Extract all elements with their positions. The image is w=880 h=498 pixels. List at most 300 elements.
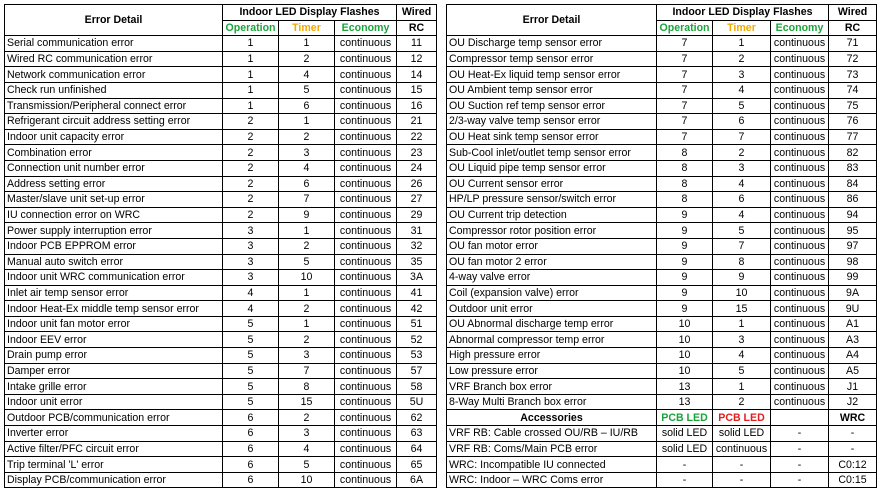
operation-cell: 2: [223, 129, 279, 145]
accessories-header: Accessories: [447, 410, 657, 426]
table-row: [447, 36, 877, 52]
economy-cell: -: [771, 441, 829, 457]
table-row: [5, 254, 437, 270]
table-row: [447, 332, 877, 348]
table-row: [5, 192, 437, 208]
operation-cell: 7: [657, 36, 713, 52]
rc-code-cell: 9U: [829, 301, 877, 317]
timer-cell: 3: [279, 426, 335, 442]
timer-cell: 1: [713, 379, 771, 395]
operation-cell: 10: [657, 316, 713, 332]
error-detail-cell: OU Liquid pipe temp sensor error: [447, 160, 657, 176]
rc-code-cell: 21: [397, 114, 437, 130]
error-detail-cell: 8-Way Multi Branch box error: [447, 394, 657, 410]
economy-cell: continuous: [771, 192, 829, 208]
rc-code-cell: J1: [829, 379, 877, 395]
error-detail-cell: Inverter error: [5, 426, 223, 442]
error-detail-cell: VRF Branch box error: [447, 379, 657, 395]
left-error-table: [4, 4, 437, 488]
economy-cell: continuous: [771, 238, 829, 254]
wrc-code-cell: -: [829, 441, 877, 457]
timer-header: Timer: [713, 20, 771, 36]
error-detail-cell: Intake grille error: [5, 379, 223, 395]
table-row: [447, 160, 877, 176]
timer-cell: 5: [279, 254, 335, 270]
rc-code-cell: 27: [397, 192, 437, 208]
operation-cell: 5: [223, 394, 279, 410]
timer-cell: 1: [279, 114, 335, 130]
indoor-led-header: Indoor LED Display Flashes: [657, 5, 829, 21]
economy-cell: continuous: [335, 332, 397, 348]
rc-code-cell: 15: [397, 82, 437, 98]
timer-cell: 3: [713, 160, 771, 176]
operation-header: Operation: [657, 20, 713, 36]
error-detail-cell: Sub-Cool inlet/outlet temp sensor error: [447, 145, 657, 161]
rc-code-cell: 73: [829, 67, 877, 83]
timer-cell: 3: [713, 67, 771, 83]
economy-cell: continuous: [335, 316, 397, 332]
operation-cell: 1: [223, 82, 279, 98]
error-detail-cell: Indoor Heat-Ex middle temp sensor error: [5, 301, 223, 317]
operation-cell: 2: [223, 160, 279, 176]
wrc-code-cell: -: [829, 426, 877, 442]
rc-code-cell: 35: [397, 254, 437, 270]
economy-cell: continuous: [771, 363, 829, 379]
timer-cell: 8: [279, 379, 335, 395]
table-row: [447, 223, 877, 239]
operation-cell: 2: [223, 145, 279, 161]
wrc-header: WRC: [829, 410, 877, 426]
timer-cell: 4: [279, 441, 335, 457]
pcb-led-red-cell: -: [713, 457, 771, 473]
table-row: [5, 394, 437, 410]
error-detail-cell: Power supply interruption error: [5, 223, 223, 239]
table-row: [447, 348, 877, 364]
timer-cell: 1: [713, 36, 771, 52]
timer-cell: 3: [713, 332, 771, 348]
rc-code-cell: 84: [829, 176, 877, 192]
economy-cell: continuous: [335, 192, 397, 208]
timer-cell: 2: [713, 145, 771, 161]
error-detail-cell: Compressor rotor position error: [447, 223, 657, 239]
error-detail-cell: Transmission/Peripheral connect error: [5, 98, 223, 114]
table-row: [447, 207, 877, 223]
operation-cell: 7: [657, 51, 713, 67]
operation-cell: 9: [657, 254, 713, 270]
timer-cell: 5: [713, 363, 771, 379]
economy-cell: continuous: [771, 129, 829, 145]
operation-cell: 1: [223, 98, 279, 114]
error-detail-cell: OU Current trip detection: [447, 207, 657, 223]
rc-code-cell: 82: [829, 145, 877, 161]
error-detail-cell: Inlet air temp sensor error: [5, 285, 223, 301]
rc-code-cell: 94: [829, 207, 877, 223]
table-row: [447, 426, 877, 442]
table-row: [447, 363, 877, 379]
error-detail-cell: Active filter/PFC circuit error: [5, 441, 223, 457]
error-detail-cell: Combination error: [5, 145, 223, 161]
table-row: [5, 472, 437, 488]
table-row: [447, 192, 877, 208]
timer-cell: 4: [713, 82, 771, 98]
error-detail-cell: High pressure error: [447, 348, 657, 364]
table-row: [5, 82, 437, 98]
rc-code-cell: 57: [397, 363, 437, 379]
operation-cell: 3: [223, 270, 279, 286]
operation-cell: 9: [657, 238, 713, 254]
economy-cell: continuous: [335, 394, 397, 410]
operation-cell: 4: [223, 301, 279, 317]
table-row: [447, 238, 877, 254]
timer-cell: 3: [279, 348, 335, 364]
table-row: [447, 98, 877, 114]
rc-code-cell: 11: [397, 36, 437, 52]
timer-cell: 10: [279, 472, 335, 488]
error-detail-cell: 2/3-way valve temp sensor error: [447, 114, 657, 130]
error-detail-cell: OU fan motor 2 error: [447, 254, 657, 270]
economy-cell: continuous: [335, 270, 397, 286]
rc-code-cell: 12: [397, 51, 437, 67]
error-detail-cell: Outdoor unit error: [447, 301, 657, 317]
economy-header: Economy: [771, 20, 829, 36]
economy-cell: continuous: [335, 441, 397, 457]
operation-cell: 10: [657, 348, 713, 364]
accessory-detail-cell: WRC: Incompatible IU connected: [447, 457, 657, 473]
timer-cell: 7: [713, 129, 771, 145]
error-detail-cell: Indoor unit fan motor error: [5, 316, 223, 332]
error-detail-cell: Indoor EEV error: [5, 332, 223, 348]
economy-cell: continuous: [771, 285, 829, 301]
operation-cell: 4: [223, 285, 279, 301]
error-detail-cell: IU connection error on WRC: [5, 207, 223, 223]
operation-cell: 5: [223, 348, 279, 364]
table-row: [447, 254, 877, 270]
economy-cell: continuous: [771, 207, 829, 223]
timer-cell: 4: [713, 348, 771, 364]
rc-code-cell: 64: [397, 441, 437, 457]
timer-cell: 2: [279, 410, 335, 426]
accessories-header-row: [447, 410, 877, 426]
rc-code-cell: 77: [829, 129, 877, 145]
rc-code-cell: J2: [829, 394, 877, 410]
indoor-led-header: Indoor LED Display Flashes: [223, 5, 397, 21]
economy-cell: continuous: [335, 285, 397, 301]
error-detail-header: Error Detail: [447, 5, 657, 36]
table-row: [447, 472, 877, 488]
pcb-led-green-cell: -: [657, 472, 713, 488]
wired-header: Wired: [829, 5, 877, 21]
accessory-detail-cell: VRF RB: Cable crossed OU/RB – IU/RB: [447, 426, 657, 442]
timer-cell: 5: [279, 457, 335, 473]
rc-code-cell: 97: [829, 238, 877, 254]
table-row: [447, 441, 877, 457]
operation-cell: 2: [223, 207, 279, 223]
table-row: [447, 67, 877, 83]
economy-cell: continuous: [335, 51, 397, 67]
table-row: [447, 379, 877, 395]
error-detail-cell: Abnormal compressor temp error: [447, 332, 657, 348]
operation-header: Operation: [223, 20, 279, 36]
operation-cell: 7: [657, 129, 713, 145]
operation-cell: 9: [657, 207, 713, 223]
table-row: [5, 238, 437, 254]
error-detail-cell: OU Discharge temp sensor error: [447, 36, 657, 52]
timer-cell: 5: [713, 223, 771, 239]
pcb-led-green-cell: solid LED: [657, 426, 713, 442]
rc-code-cell: 26: [397, 176, 437, 192]
operation-cell: 2: [223, 192, 279, 208]
economy-cell: continuous: [771, 379, 829, 395]
table-row: [5, 410, 437, 426]
error-detail-cell: Drain pump error: [5, 348, 223, 364]
table-row: [447, 176, 877, 192]
operation-cell: 10: [657, 332, 713, 348]
rc-code-cell: 24: [397, 160, 437, 176]
rc-header: RC: [829, 20, 877, 36]
economy-cell: -: [771, 457, 829, 473]
rc-code-cell: 65: [397, 457, 437, 473]
rc-code-cell: 95: [829, 223, 877, 239]
table-row: [5, 223, 437, 239]
timer-cell: 8: [713, 254, 771, 270]
timer-cell: 6: [713, 192, 771, 208]
pcb-led-red-cell: solid LED: [713, 426, 771, 442]
rc-code-cell: 42: [397, 301, 437, 317]
timer-cell: 9: [713, 270, 771, 286]
table-row: [5, 160, 437, 176]
economy-cell: continuous: [335, 98, 397, 114]
economy-cell: continuous: [771, 51, 829, 67]
operation-cell: 1: [223, 36, 279, 52]
table-row: [5, 270, 437, 286]
error-detail-cell: Refrigerant circuit address setting error: [5, 114, 223, 130]
economy-cell: continuous: [771, 332, 829, 348]
economy-header: Economy: [335, 20, 397, 36]
operation-cell: 13: [657, 394, 713, 410]
error-detail-cell: HP/LP pressure sensor/switch error: [447, 192, 657, 208]
economy-cell: -: [771, 426, 829, 442]
error-detail-cell: Display PCB/communication error: [5, 472, 223, 488]
economy-cell: continuous: [335, 457, 397, 473]
error-detail-cell: OU Heat-Ex liquid temp sensor error: [447, 67, 657, 83]
rc-code-cell: 74: [829, 82, 877, 98]
timer-cell: 9: [279, 207, 335, 223]
operation-cell: 8: [657, 176, 713, 192]
timer-cell: 1: [279, 285, 335, 301]
economy-cell: continuous: [335, 160, 397, 176]
error-detail-cell: OU Current sensor error: [447, 176, 657, 192]
rc-code-cell: 16: [397, 98, 437, 114]
economy-cell: continuous: [771, 82, 829, 98]
rc-code-cell: 83: [829, 160, 877, 176]
operation-cell: 8: [657, 192, 713, 208]
operation-cell: 2: [223, 114, 279, 130]
error-detail-cell: Low pressure error: [447, 363, 657, 379]
operation-cell: 6: [223, 410, 279, 426]
timer-cell: 4: [279, 67, 335, 83]
timer-cell: 4: [713, 176, 771, 192]
economy-cell: continuous: [335, 348, 397, 364]
timer-cell: 6: [279, 176, 335, 192]
operation-cell: 2: [223, 176, 279, 192]
table-row: [447, 316, 877, 332]
table-row: [5, 51, 437, 67]
rc-code-cell: 5U: [397, 394, 437, 410]
error-detail-cell: OU Heat sink temp sensor error: [447, 129, 657, 145]
rc-header: RC: [397, 20, 437, 36]
error-detail-cell: Network communication error: [5, 67, 223, 83]
table-row: [5, 363, 437, 379]
timer-cell: 10: [279, 270, 335, 286]
table-row: [5, 441, 437, 457]
rc-code-cell: 99: [829, 270, 877, 286]
operation-cell: 9: [657, 301, 713, 317]
accessories-blank-cell: [771, 410, 829, 426]
pcb-led-green-cell: -: [657, 457, 713, 473]
rc-code-cell: 98: [829, 254, 877, 270]
table-row: [447, 285, 877, 301]
economy-cell: continuous: [771, 270, 829, 286]
economy-cell: continuous: [335, 114, 397, 130]
operation-cell: 7: [657, 67, 713, 83]
right-error-table: [446, 4, 877, 488]
timer-cell: 7: [279, 363, 335, 379]
operation-cell: 9: [657, 285, 713, 301]
economy-cell: continuous: [771, 394, 829, 410]
table-row: [5, 207, 437, 223]
economy-cell: continuous: [335, 254, 397, 270]
pcb-led-green-header: PCB LED: [657, 410, 713, 426]
timer-cell: 15: [279, 394, 335, 410]
timer-cell: 7: [713, 238, 771, 254]
economy-cell: -: [771, 472, 829, 488]
error-detail-cell: OU Ambient temp sensor error: [447, 82, 657, 98]
operation-cell: 3: [223, 238, 279, 254]
rc-code-cell: 58: [397, 379, 437, 395]
rc-code-cell: A4: [829, 348, 877, 364]
error-detail-cell: Manual auto switch error: [5, 254, 223, 270]
rc-code-cell: 31: [397, 223, 437, 239]
rc-code-cell: 22: [397, 129, 437, 145]
timer-cell: 4: [713, 207, 771, 223]
economy-cell: continuous: [335, 207, 397, 223]
error-detail-cell: Outdoor PCB/communication error: [5, 410, 223, 426]
economy-cell: continuous: [771, 301, 829, 317]
timer-cell: 10: [713, 285, 771, 301]
error-detail-cell: 4-way valve error: [447, 270, 657, 286]
operation-cell: 7: [657, 114, 713, 130]
economy-cell: continuous: [771, 223, 829, 239]
rc-code-cell: 63: [397, 426, 437, 442]
economy-cell: continuous: [771, 36, 829, 52]
rc-code-cell: 6A: [397, 472, 437, 488]
error-detail-cell: Master/slave unit set-up error: [5, 192, 223, 208]
timer-cell: 6: [713, 114, 771, 130]
rc-code-cell: A3: [829, 332, 877, 348]
error-detail-cell: OU fan motor error: [447, 238, 657, 254]
economy-cell: continuous: [771, 316, 829, 332]
economy-cell: continuous: [771, 176, 829, 192]
table-row: [447, 457, 877, 473]
wrc-code-cell: C0:12: [829, 457, 877, 473]
operation-cell: 6: [223, 441, 279, 457]
table-row: [5, 457, 437, 473]
timer-cell: 1: [279, 223, 335, 239]
operation-cell: 5: [223, 332, 279, 348]
operation-cell: 6: [223, 457, 279, 473]
error-detail-cell: Indoor PCB EPPROM error: [5, 238, 223, 254]
error-detail-cell: Check run unfinished: [5, 82, 223, 98]
operation-cell: 1: [223, 51, 279, 67]
accessory-detail-cell: WRC: Indoor – WRC Coms error: [447, 472, 657, 488]
error-detail-cell: Damper error: [5, 363, 223, 379]
economy-cell: continuous: [771, 67, 829, 83]
economy-cell: continuous: [335, 238, 397, 254]
table-row: [5, 36, 437, 52]
economy-cell: continuous: [771, 145, 829, 161]
pcb-led-red-cell: continuous: [713, 441, 771, 457]
pcb-led-red-cell: -: [713, 472, 771, 488]
table-row: [447, 51, 877, 67]
error-detail-cell: Compressor temp sensor error: [447, 51, 657, 67]
operation-cell: 5: [223, 363, 279, 379]
table-row: [5, 176, 437, 192]
table-row: [5, 285, 437, 301]
operation-cell: 6: [223, 426, 279, 442]
timer-cell: 2: [713, 51, 771, 67]
wired-header: Wired: [397, 5, 437, 21]
timer-cell: 2: [279, 51, 335, 67]
timer-cell: 5: [279, 82, 335, 98]
table-row: [5, 145, 437, 161]
operation-cell: 6: [223, 472, 279, 488]
error-detail-cell: Wired RC communication error: [5, 51, 223, 67]
table-row: [447, 114, 877, 130]
timer-cell: 4: [279, 160, 335, 176]
timer-cell: 15: [713, 301, 771, 317]
table-row: [5, 379, 437, 395]
operation-cell: 10: [657, 363, 713, 379]
operation-cell: 8: [657, 160, 713, 176]
table-row: [447, 129, 877, 145]
error-detail-cell: Coil (expansion valve) error: [447, 285, 657, 301]
economy-cell: continuous: [335, 67, 397, 83]
economy-cell: continuous: [335, 82, 397, 98]
operation-cell: 13: [657, 379, 713, 395]
error-detail-cell: OU Abnormal discharge temp error: [447, 316, 657, 332]
economy-cell: continuous: [335, 379, 397, 395]
rc-code-cell: 72: [829, 51, 877, 67]
table-row: [5, 301, 437, 317]
right-table-body: [447, 36, 877, 488]
timer-cell: 2: [279, 301, 335, 317]
economy-cell: continuous: [335, 223, 397, 239]
rc-code-cell: 32: [397, 238, 437, 254]
economy-cell: continuous: [771, 254, 829, 270]
timer-cell: 2: [279, 238, 335, 254]
operation-cell: 5: [223, 316, 279, 332]
operation-cell: 8: [657, 145, 713, 161]
table-row: [5, 316, 437, 332]
error-detail-cell: Indoor unit capacity error: [5, 129, 223, 145]
rc-code-cell: 86: [829, 192, 877, 208]
table-row: [5, 98, 437, 114]
economy-cell: continuous: [771, 348, 829, 364]
table-row: [5, 67, 437, 83]
rc-code-cell: A1: [829, 316, 877, 332]
rc-code-cell: 71: [829, 36, 877, 52]
timer-cell: 6: [279, 98, 335, 114]
